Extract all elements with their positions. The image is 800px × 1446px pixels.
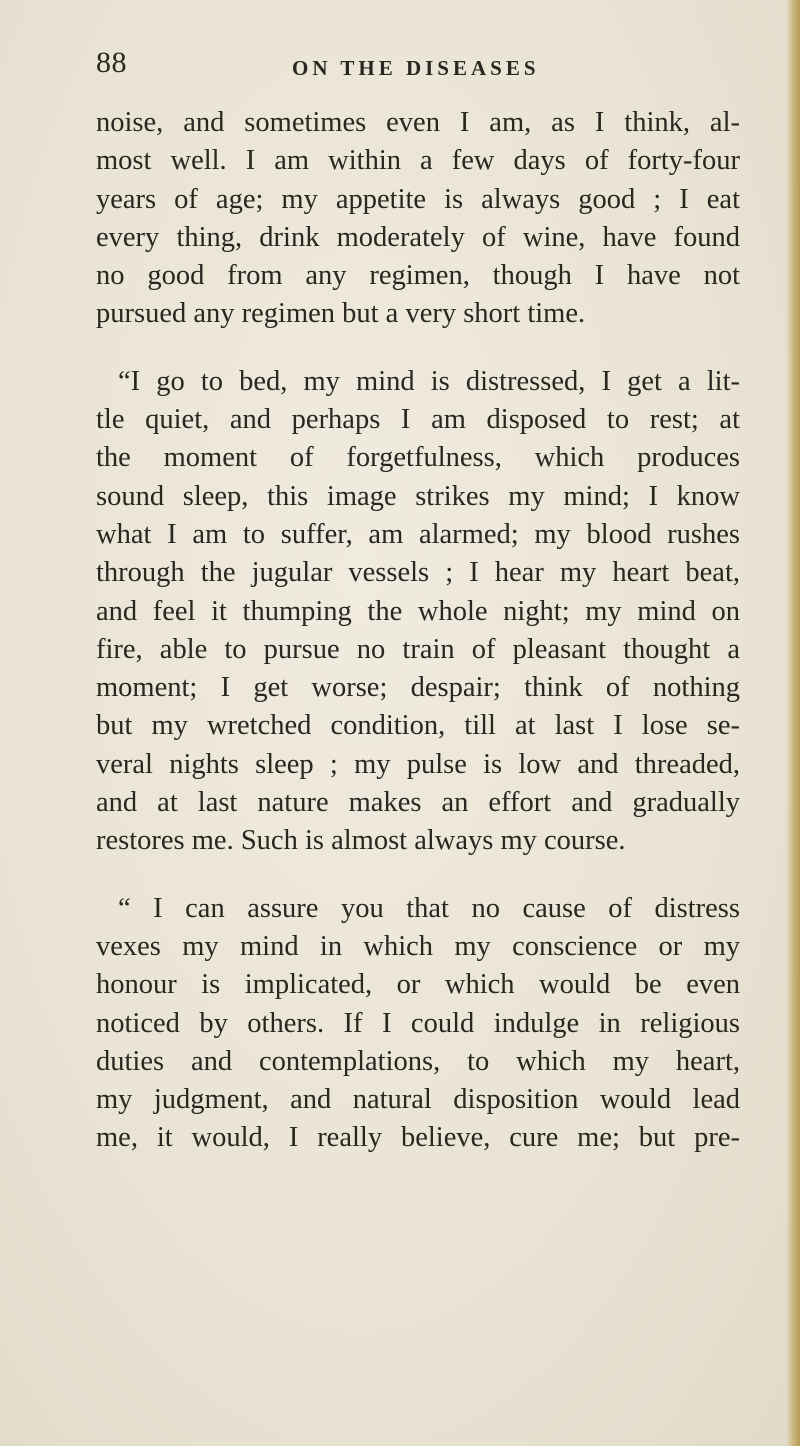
text-line: duties and contemplations, to which my heart, [96, 1045, 740, 1077]
running-head-title: ON THE DISEASES [292, 56, 540, 80]
page-edge-shadow [786, 0, 800, 1446]
text-line: honour is implicated, or which would be even [96, 969, 740, 1001]
text-line: the moment of forgetfulness, which produces [96, 442, 740, 474]
text-line: veral nights sleep ; my pulse is low and threaded, [96, 748, 740, 780]
text-line: restores me. Such is almost always my course. [96, 825, 626, 857]
text-line: vexes my mind in which my conscience or my [96, 930, 740, 962]
text-line: every thing, drink moderately of wine, have found [96, 221, 740, 253]
text-line: what I am to suffer, am alarmed; my blood rushes [96, 518, 740, 550]
text-line: years of age; my appetite is always good ; I eat [96, 183, 740, 215]
text-line: through the jugular vessels ; I hear my heart beat, [96, 557, 740, 589]
text-line: and at last nature makes an effort and gradually [96, 787, 740, 819]
text-line: noise, and sometimes even I am, as I think, al- [96, 107, 740, 138]
text-line: me, it would, I really believe, cure me; but pre- [96, 1122, 740, 1154]
text-line: “ I can assure you that no cause of distress [118, 892, 740, 924]
text-line: most well. I am within a few days of forty-four [96, 145, 740, 177]
text-line: sound sleep, this image strikes my mind; I know [96, 480, 740, 512]
paragraph-3 [96, 890, 740, 1158]
running-head [96, 46, 716, 86]
text-line: fire, able to pursue no train of pleasant thought a [96, 633, 740, 665]
text-line: pursued any regimen but a very short time. [96, 298, 586, 330]
page-number: 88 [96, 46, 127, 79]
body-text [96, 104, 740, 1187]
text-line: no good from any regimen, though I have not [96, 260, 740, 292]
text-line: my judgment, and natural disposition would lead [96, 1084, 740, 1116]
paragraph-2 [96, 363, 740, 861]
text-line: moment; I get worse; despair; think of nothing [96, 672, 740, 704]
paragraph-1 [96, 104, 740, 334]
text-line: noticed by others. If I could indulge in religious [96, 1007, 740, 1039]
text-line: and feel it thumping the whole night; my mind on [96, 595, 740, 627]
text-line: “I go to bed, my mind is distressed, I get a lit- [118, 365, 740, 397]
text-line: but my wretched condition, till at last I lose se- [96, 710, 740, 742]
text-line: tle quiet, and perhaps I am disposed to rest; at [96, 404, 740, 436]
